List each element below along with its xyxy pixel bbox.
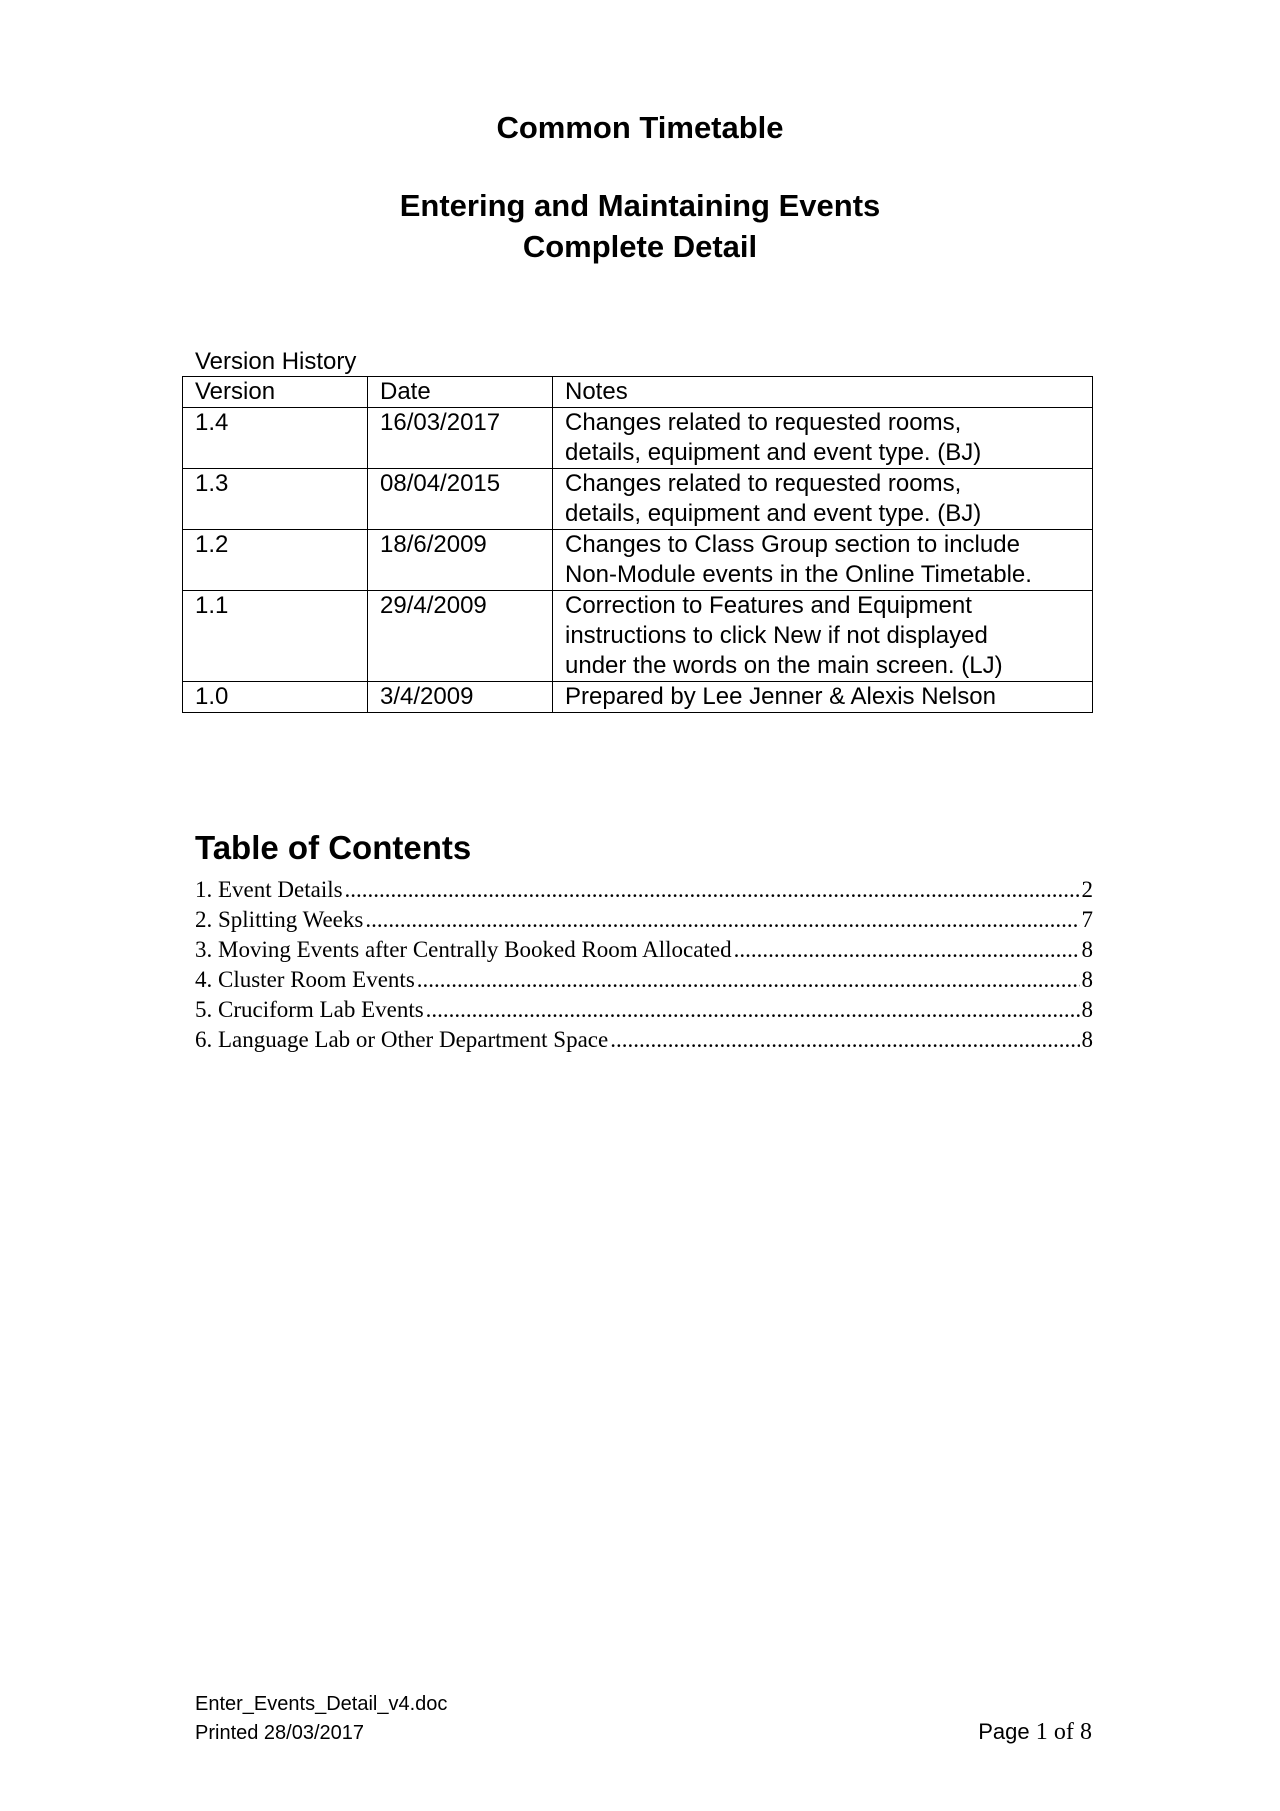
table-header-row xyxy=(183,377,1093,408)
date-cell: 3/4/2009 xyxy=(368,682,553,713)
table-row xyxy=(183,530,1093,591)
table-row xyxy=(183,469,1093,530)
notes-cell xyxy=(553,408,1093,469)
version-cell: 1.0 xyxy=(183,682,368,713)
toc-entry-label: 4. Cluster Room Events xyxy=(195,967,415,992)
toc-entry-label: 2. Splitting Weeks xyxy=(195,907,364,932)
table-row xyxy=(183,591,1093,682)
notes-line: Prepared by Lee Jenner & Alexis Nelson xyxy=(565,683,996,710)
toc-heading: Table of Contents xyxy=(195,829,472,866)
toc-entry-label: 1. Event Details xyxy=(195,877,343,902)
toc-leader-dots xyxy=(345,875,1080,905)
toc-entry-label: 5. Cruciform Lab Events xyxy=(195,997,424,1022)
column-header-notes: Notes xyxy=(553,377,1093,408)
column-header-date: Date xyxy=(368,377,553,408)
footer-page-number xyxy=(978,1719,1092,1745)
toc-leader-dots xyxy=(734,935,1080,965)
toc-entry-label: 6. Language Lab or Other Department Space xyxy=(195,1027,609,1052)
notes-line: Non-Module events in the Online Timetable. xyxy=(565,561,1032,588)
table-of-contents xyxy=(195,875,1093,1055)
date-cell: 29/4/2009 xyxy=(368,591,553,682)
footer-filename: Enter_Events_Detail_v4.doc xyxy=(195,1693,448,1715)
column-header-version: Version xyxy=(183,377,368,408)
version-history-table xyxy=(182,376,1093,713)
footer-printed-date: Printed 28/03/2017 xyxy=(195,1722,365,1744)
toc-entry-cluster-room-events[interactable] xyxy=(195,965,1093,995)
toc-entry-page: 8 xyxy=(1081,937,1093,962)
notes-line: Changes related to requested rooms, xyxy=(565,409,962,436)
notes-line: Changes related to requested rooms, xyxy=(565,470,962,497)
version-cell: 1.1 xyxy=(183,591,368,682)
toc-entry-language-lab[interactable] xyxy=(195,1025,1093,1055)
document-title: Common Timetable xyxy=(496,110,784,145)
page-current: 1 xyxy=(1035,1719,1048,1745)
toc-leader-dots xyxy=(365,905,1079,935)
toc-entry-page: 8 xyxy=(1081,1027,1093,1052)
toc-entry-page: 2 xyxy=(1081,877,1093,902)
notes-cell xyxy=(553,530,1093,591)
date-cell: 16/03/2017 xyxy=(368,408,553,469)
notes-cell xyxy=(553,591,1093,682)
page-word: Page xyxy=(978,1719,1030,1744)
notes-line: Correction to Features and Equipment xyxy=(565,592,972,619)
version-cell: 1.3 xyxy=(183,469,368,530)
toc-entry-page: 8 xyxy=(1081,967,1093,992)
toc-entry-cruciform-lab-events[interactable] xyxy=(195,995,1093,1025)
toc-leader-dots xyxy=(610,1025,1079,1055)
notes-line: instructions to click New if not displayed xyxy=(565,622,988,649)
document-subtitle-line2: Complete Detail xyxy=(522,229,758,264)
document-subtitle-line1: Entering and Maintaining Events xyxy=(399,188,881,223)
notes-line: details, equipment and event type. (BJ) xyxy=(565,500,982,527)
page-total: 8 xyxy=(1080,1719,1092,1745)
table-row xyxy=(183,682,1093,713)
version-cell: 1.2 xyxy=(183,530,368,591)
toc-leader-dots xyxy=(417,965,1080,995)
notes-line: Changes to Class Group section to include xyxy=(565,531,1020,558)
notes-line: details, equipment and event type. (BJ) xyxy=(565,439,982,466)
toc-entry-splitting-weeks[interactable] xyxy=(195,905,1093,935)
date-cell: 18/6/2009 xyxy=(368,530,553,591)
notes-cell xyxy=(553,469,1093,530)
date-cell: 08/04/2015 xyxy=(368,469,553,530)
notes-line: under the words on the main screen. (LJ) xyxy=(565,652,1003,679)
notes-cell xyxy=(553,682,1093,713)
page-of: of xyxy=(1053,1719,1074,1745)
version-cell: 1.4 xyxy=(183,408,368,469)
version-history-caption: Version History xyxy=(195,348,357,375)
toc-entry-page: 8 xyxy=(1081,997,1093,1022)
toc-entry-event-details[interactable] xyxy=(195,875,1093,905)
toc-entry-moving-events[interactable] xyxy=(195,935,1093,965)
toc-entry-page: 7 xyxy=(1081,907,1093,932)
toc-entry-label: 3. Moving Events after Centrally Booked Room Allocated xyxy=(195,937,732,962)
toc-leader-dots xyxy=(426,995,1080,1025)
table-row xyxy=(183,408,1093,469)
